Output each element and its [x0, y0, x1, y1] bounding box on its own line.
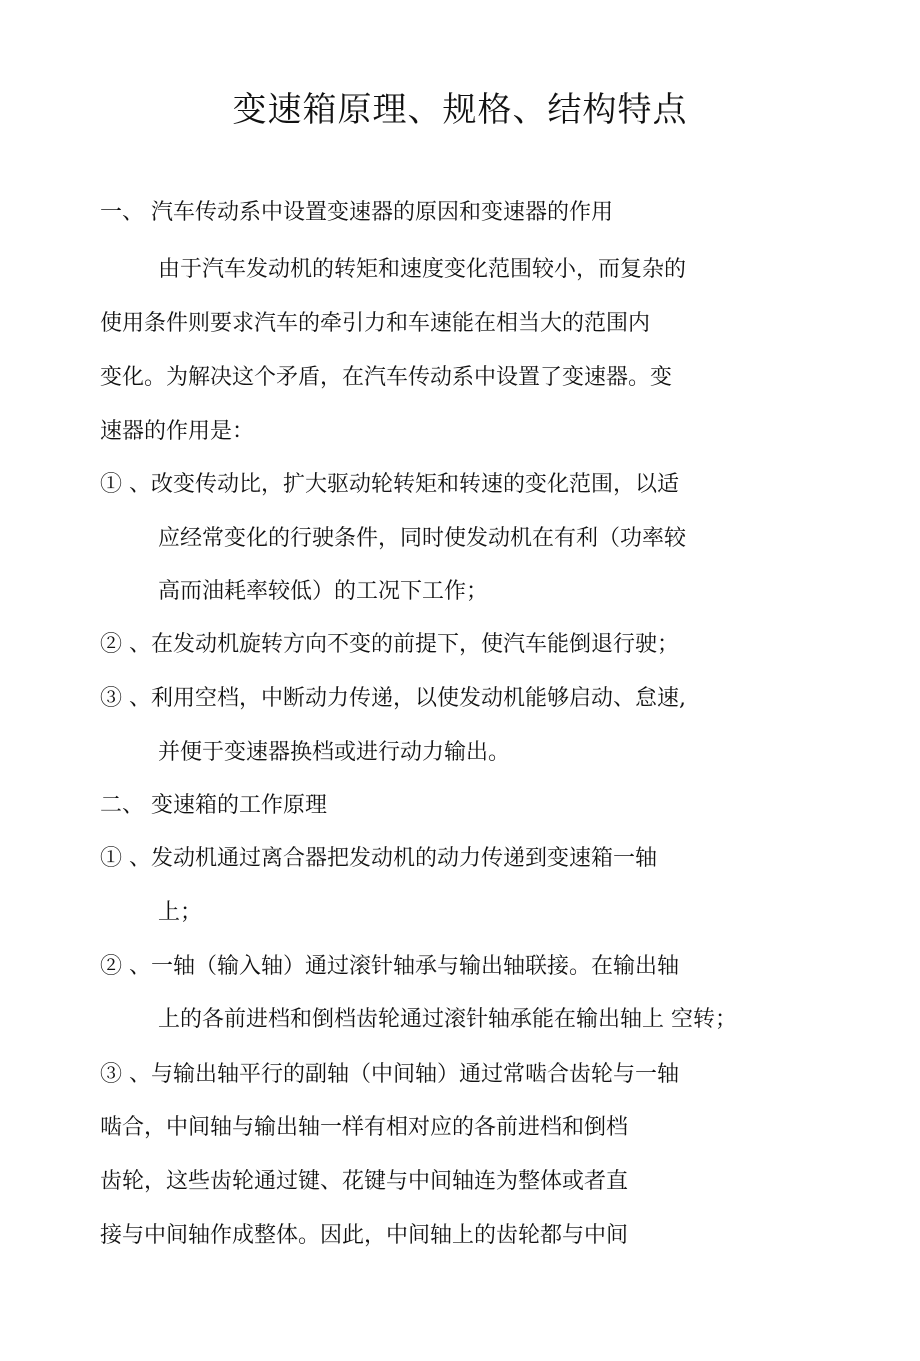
paragraph-line: 接与中间轴作成整体。因此，中间轴上的齿轮都与中间: [100, 1223, 629, 1248]
paragraph-line: 由于汽车发动机的转矩和速度变化范围较小，而复杂的: [158, 257, 687, 282]
paragraph-line: 变化。为解决这个矛盾，在汽车传动系中设置了变速器。变: [100, 365, 673, 390]
section-heading-2: 二、 变速箱的工作原理: [100, 793, 327, 818]
paragraph-line: 速器的作用是：: [100, 419, 255, 444]
list-item-continuation: 应经常变化的行驶条件，同时使发动机在有利（功率较: [158, 526, 687, 551]
paragraph-line: 啮合，中间轴与输出轴一样有相对应的各前进档和倒档: [100, 1115, 629, 1140]
list-item-continuation: 上的各前进档和倒档齿轮通过滚针轴承能在输出轴上 空转；: [158, 1007, 737, 1032]
list-item-continuation: 高而油耗率较低）的工况下工作；: [158, 579, 489, 604]
list-item-1-2: ② 、在发动机旋转方向不变的前提下，使汽车能倒退行驶；: [100, 632, 679, 657]
section-heading-1: 一、 汽车传动系中设置变速器的原因和变速器的作用: [100, 200, 613, 225]
paragraph-line: 使用条件则要求汽车的牵引力和车速能在相当大的范围内: [100, 311, 651, 336]
list-item-2-2: ② 、一轴（输入轴）通过滚针轴承与输出轴联接。在输出轴: [100, 954, 679, 979]
list-item-1-3: ③ 、利用空档，中断动力传递，以使发动机能够启动、怠速,: [100, 686, 686, 711]
list-item-2-3: ③ 、与输出轴平行的副轴（中间轴）通过常啮合齿轮与一轴: [100, 1062, 679, 1087]
list-item-continuation: 上；: [158, 900, 203, 925]
list-item-2-1: ① 、发动机通过离合器把发动机的动力传递到变速箱一轴: [100, 846, 657, 871]
list-item-continuation: 并便于变速器换档或进行动力输出。: [158, 740, 511, 765]
list-item-1-1: ① 、改变传动比，扩大驱动轮转矩和转速的变化范围，以适: [100, 472, 679, 497]
paragraph-line: 齿轮，这些齿轮通过键、花键与中间轴连为整体或者直: [100, 1169, 629, 1194]
page-title: 变速箱原理、规格、结构特点: [232, 90, 688, 130]
